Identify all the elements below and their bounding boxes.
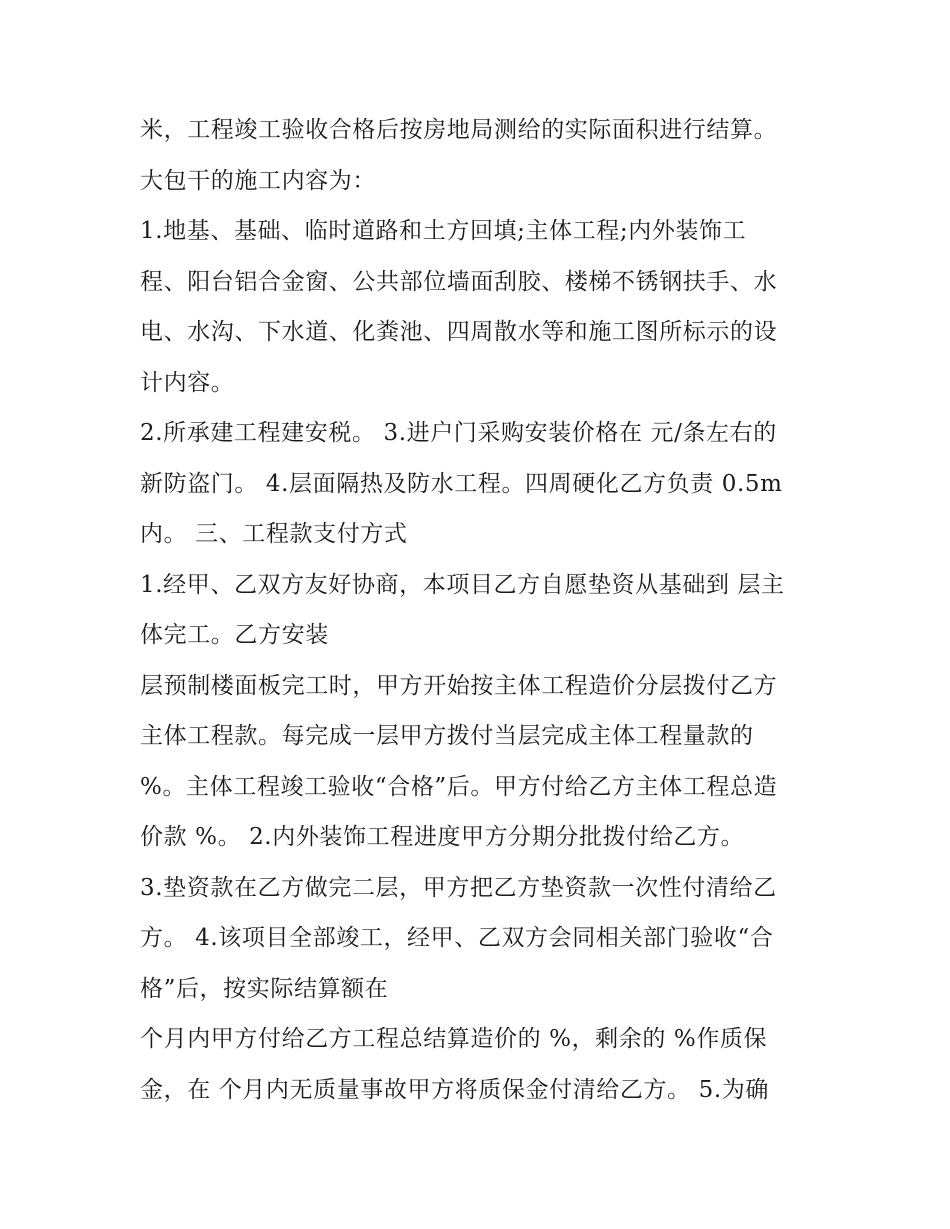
text-line: 个月内甲方付给乙方工程总结算造价的 %，剩余的 %作质保 [140,1026,768,1052]
text-line: 计内容。 [140,370,235,396]
text-line: 米，工程竣工验收合格后按房地局测给的实际面积进行结算。 [140,117,778,143]
text-line: 方。 4.该项目全部竣工，经甲、乙双方会同相关部门验收“合 [140,925,774,951]
text-line: 1.经甲、乙双方友好协商，本项目乙方自愿垫资从基础到 层主 [140,572,785,598]
text-line: 电、水沟、下水道、化粪池、四周散水等和施工图所标示的设 [140,319,778,345]
text-line: 格”后，按实际结算额在 [140,976,389,1002]
text-line: 金，在 个月内无质量事故甲方将质保金付清给乙方。 5.为确 [140,1077,769,1103]
text-line: 价款 %。 2.内外装饰工程进度甲方分期分批拨付给乙方。 [140,824,745,850]
text-line: 层预制楼面板完工时，甲方开始按主体工程造价分层拨付乙方 [140,673,778,699]
text-line: %。主体工程竣工验收“合格”后。甲方付给乙方主体工程总造 [140,774,778,800]
text-line: 大包干的施工内容为： [140,168,376,194]
text-line: 内。 三、工程款支付方式 [140,521,408,547]
text-line: 新防盗门。 4.层面隔热及防水工程。四周硬化乙方负责 0.5m [140,471,783,497]
text-line: 体完工。乙方安装 [140,622,329,648]
text-line: 1.地基、基础、临时道路和土方回填;主体工程;内外装饰工 [140,218,747,244]
text-line: 3.垫资款在乙方做完二层，甲方把乙方垫资款一次性付清给乙 [140,875,777,901]
text-line: 2.所承建工程建安税。 3.进户门采购安装价格在 元/条左右的 [140,420,777,446]
text-line: 主体工程款。每完成一层甲方拨付当层完成主体工程量款的 [140,723,754,749]
text-line: 程、阳台铝合金窗、公共部位墙面刮胶、楼梯不锈钢扶手、水 [140,269,778,295]
